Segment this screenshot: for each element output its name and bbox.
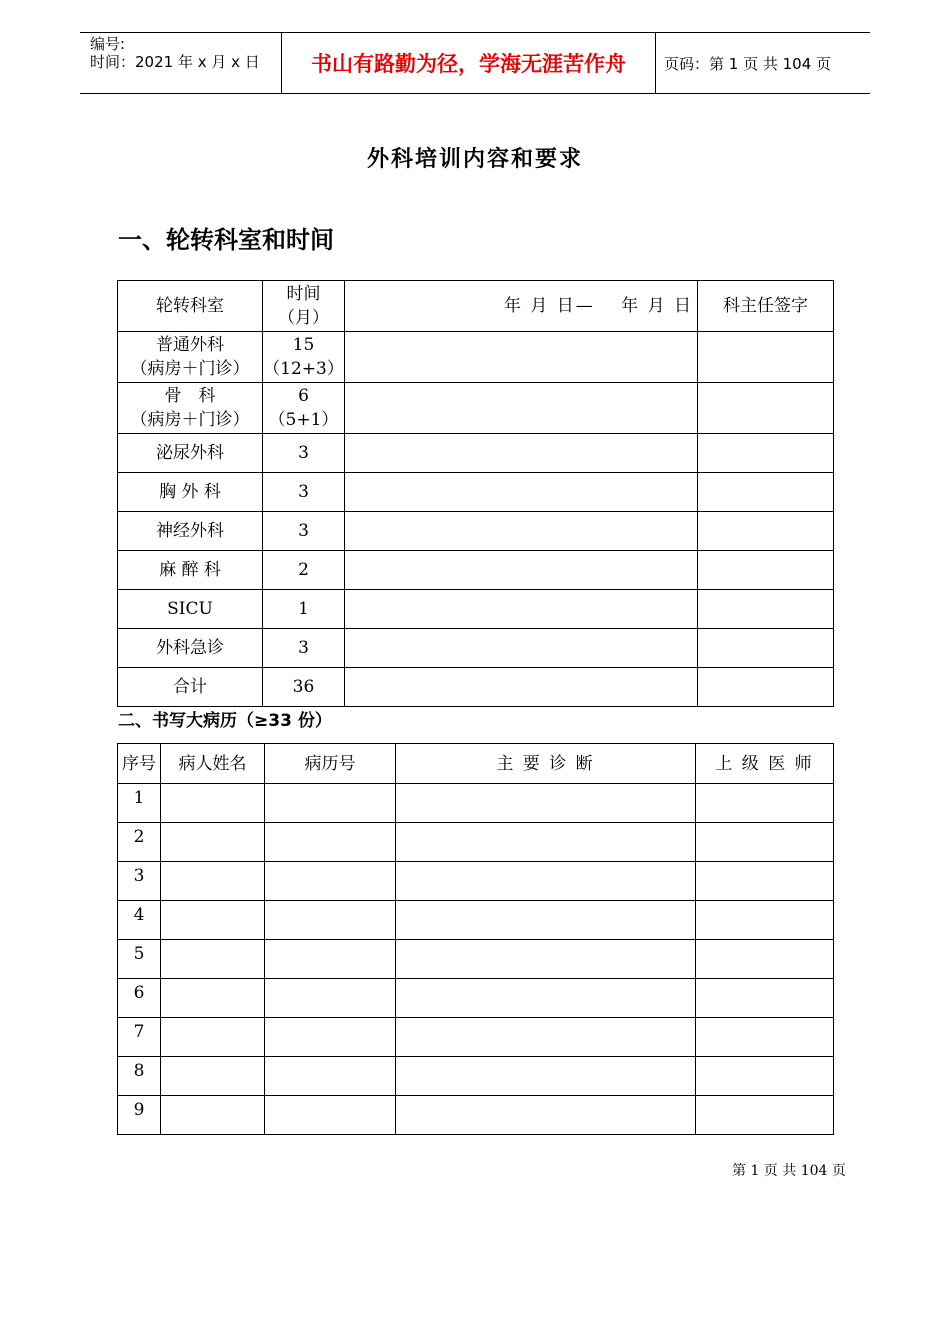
dates-input-cell[interactable] [345,473,698,512]
name-input-cell[interactable] [161,1018,265,1057]
time-value: 6 [298,386,309,406]
name-input-cell[interactable] [161,862,265,901]
diagnosis-input-cell[interactable] [396,979,696,1018]
dates-input-cell[interactable] [345,668,698,707]
time-cell: 3 [263,629,345,668]
col-header-dept: 轮转科室 [118,281,263,332]
doctor-input-cell[interactable] [696,979,834,1018]
header-meta [90,35,280,71]
row-number: 2 [118,823,161,862]
col-header-no: 序号 [118,744,161,784]
diagnosis-input-cell[interactable] [396,784,696,823]
page-footer: 第 1 页 共 104 页 [732,1163,846,1179]
record-input-cell[interactable] [265,862,396,901]
time-value: 15 [292,335,315,355]
table-row [118,434,834,473]
name-input-cell[interactable] [161,1057,265,1096]
diagnosis-input-cell[interactable] [396,823,696,862]
sign-input-cell[interactable] [698,551,834,590]
dept-cell [118,383,263,434]
table-row [118,383,834,434]
table-header-row [118,744,834,784]
row-number: 6 [118,979,161,1018]
time-cell: 3 [263,473,345,512]
col-header-time-line1: 时间 [286,284,321,304]
header-divider [655,33,656,93]
table-row [118,1057,834,1096]
name-input-cell[interactable] [161,1096,265,1135]
records-table [117,743,834,1135]
dept-cell: 胸 外 科 [118,473,263,512]
name-input-cell[interactable] [161,823,265,862]
table-header-row [118,281,834,332]
section-heading-rotation: 一、轮转科室和时间 [118,226,334,254]
time-label: 时间：2021 年 x 月 x 日 [90,53,260,71]
dept-sub: （病房＋门诊） [130,410,250,430]
dept-cell: 麻 醉 科 [118,551,263,590]
dept-cell: 外科急诊 [118,629,263,668]
row-number: 5 [118,940,161,979]
table-row [118,629,834,668]
doctor-input-cell[interactable] [696,823,834,862]
table-row [118,332,834,383]
diagnosis-input-cell[interactable] [396,862,696,901]
sign-input-cell[interactable] [698,629,834,668]
doctor-input-cell[interactable] [696,1018,834,1057]
sign-input-cell[interactable] [698,332,834,383]
col-header-doctor: 上 级 医 师 [696,744,834,784]
sign-input-cell[interactable] [698,383,834,434]
sign-input-cell[interactable] [698,668,834,707]
dept-cell: 泌尿外科 [118,434,263,473]
row-number: 9 [118,1096,161,1135]
table-row [118,473,834,512]
time-cell: 1 [263,590,345,629]
header-motto: 书山有路勤为径，学海无涯苦作舟 [311,52,626,76]
col-header-time [263,281,345,332]
diagnosis-input-cell[interactable] [396,1096,696,1135]
total-value: 36 [263,668,345,707]
time-cell: 3 [263,512,345,551]
table-row [118,823,834,862]
diagnosis-input-cell[interactable] [396,940,696,979]
dept-name: 骨 科 [164,386,216,406]
dates-input-cell[interactable] [345,383,698,434]
name-input-cell[interactable] [161,940,265,979]
doctor-input-cell[interactable] [696,1096,834,1135]
table-row [118,784,834,823]
rotation-table [117,280,834,707]
dates-input-cell[interactable] [345,629,698,668]
table-row [118,551,834,590]
time-cell [263,383,345,434]
dept-cell [118,332,263,383]
record-input-cell[interactable] [265,1057,396,1096]
page-header [80,32,870,94]
record-input-cell[interactable] [265,940,396,979]
doctor-input-cell[interactable] [696,1057,834,1096]
record-input-cell[interactable] [265,1096,396,1135]
row-number: 3 [118,862,161,901]
name-input-cell[interactable] [161,784,265,823]
time-cell [263,332,345,383]
header-page-label: 页码：第 1 页 共 104 页 [664,54,832,73]
dept-cell: 神经外科 [118,512,263,551]
dates-input-cell[interactable] [345,512,698,551]
table-row [118,979,834,1018]
col-header-record: 病历号 [265,744,396,784]
table-row [118,1096,834,1135]
time-breakdown: （5+1） [268,410,339,430]
time-cell: 3 [263,434,345,473]
doctor-input-cell[interactable] [696,940,834,979]
record-input-cell[interactable] [265,979,396,1018]
diagnosis-input-cell[interactable] [396,1018,696,1057]
section-heading-records: 二、书写大病历（≥33 份） [118,711,332,731]
document-title: 外科培训内容和要求 [366,146,583,172]
doctor-input-cell[interactable] [696,784,834,823]
dept-sub: （病房＋门诊） [130,359,250,379]
table-row [118,1018,834,1057]
diagnosis-input-cell[interactable] [396,901,696,940]
row-number: 8 [118,1057,161,1096]
table-row-total [118,668,834,707]
record-input-cell[interactable] [265,901,396,940]
dates-input-cell[interactable] [345,434,698,473]
table-row [118,590,834,629]
name-input-cell[interactable] [161,901,265,940]
col-header-dates: 年 月 日— 年 月 日 [345,281,698,332]
record-input-cell[interactable] [265,823,396,862]
row-number: 1 [118,784,161,823]
dept-name: 普通外科 [156,335,224,355]
doctor-input-cell[interactable] [696,901,834,940]
time-breakdown: （12+3） [263,359,344,379]
record-input-cell[interactable] [265,784,396,823]
col-header-sign: 科主任签字 [698,281,834,332]
row-number: 4 [118,901,161,940]
dept-cell: SICU [118,590,263,629]
table-row [118,862,834,901]
diagnosis-input-cell[interactable] [396,1057,696,1096]
record-input-cell[interactable] [265,1018,396,1057]
col-header-time-line2: （月） [278,308,329,328]
time-cell: 2 [263,551,345,590]
sign-input-cell[interactable] [698,590,834,629]
doctor-input-cell[interactable] [696,862,834,901]
dates-input-cell[interactable] [345,332,698,383]
table-row [118,512,834,551]
table-row [118,901,834,940]
dates-input-cell[interactable] [345,590,698,629]
col-header-diagnosis: 主 要 诊 断 [396,744,696,784]
code-label: 编号: [90,35,126,53]
name-input-cell[interactable] [161,979,265,1018]
dates-input-cell[interactable] [345,551,698,590]
sign-input-cell[interactable] [698,434,834,473]
sign-input-cell[interactable] [698,473,834,512]
table-row [118,940,834,979]
col-header-name: 病人姓名 [161,744,265,784]
row-number: 7 [118,1018,161,1057]
total-label: 合计 [118,668,263,707]
sign-input-cell[interactable] [698,512,834,551]
